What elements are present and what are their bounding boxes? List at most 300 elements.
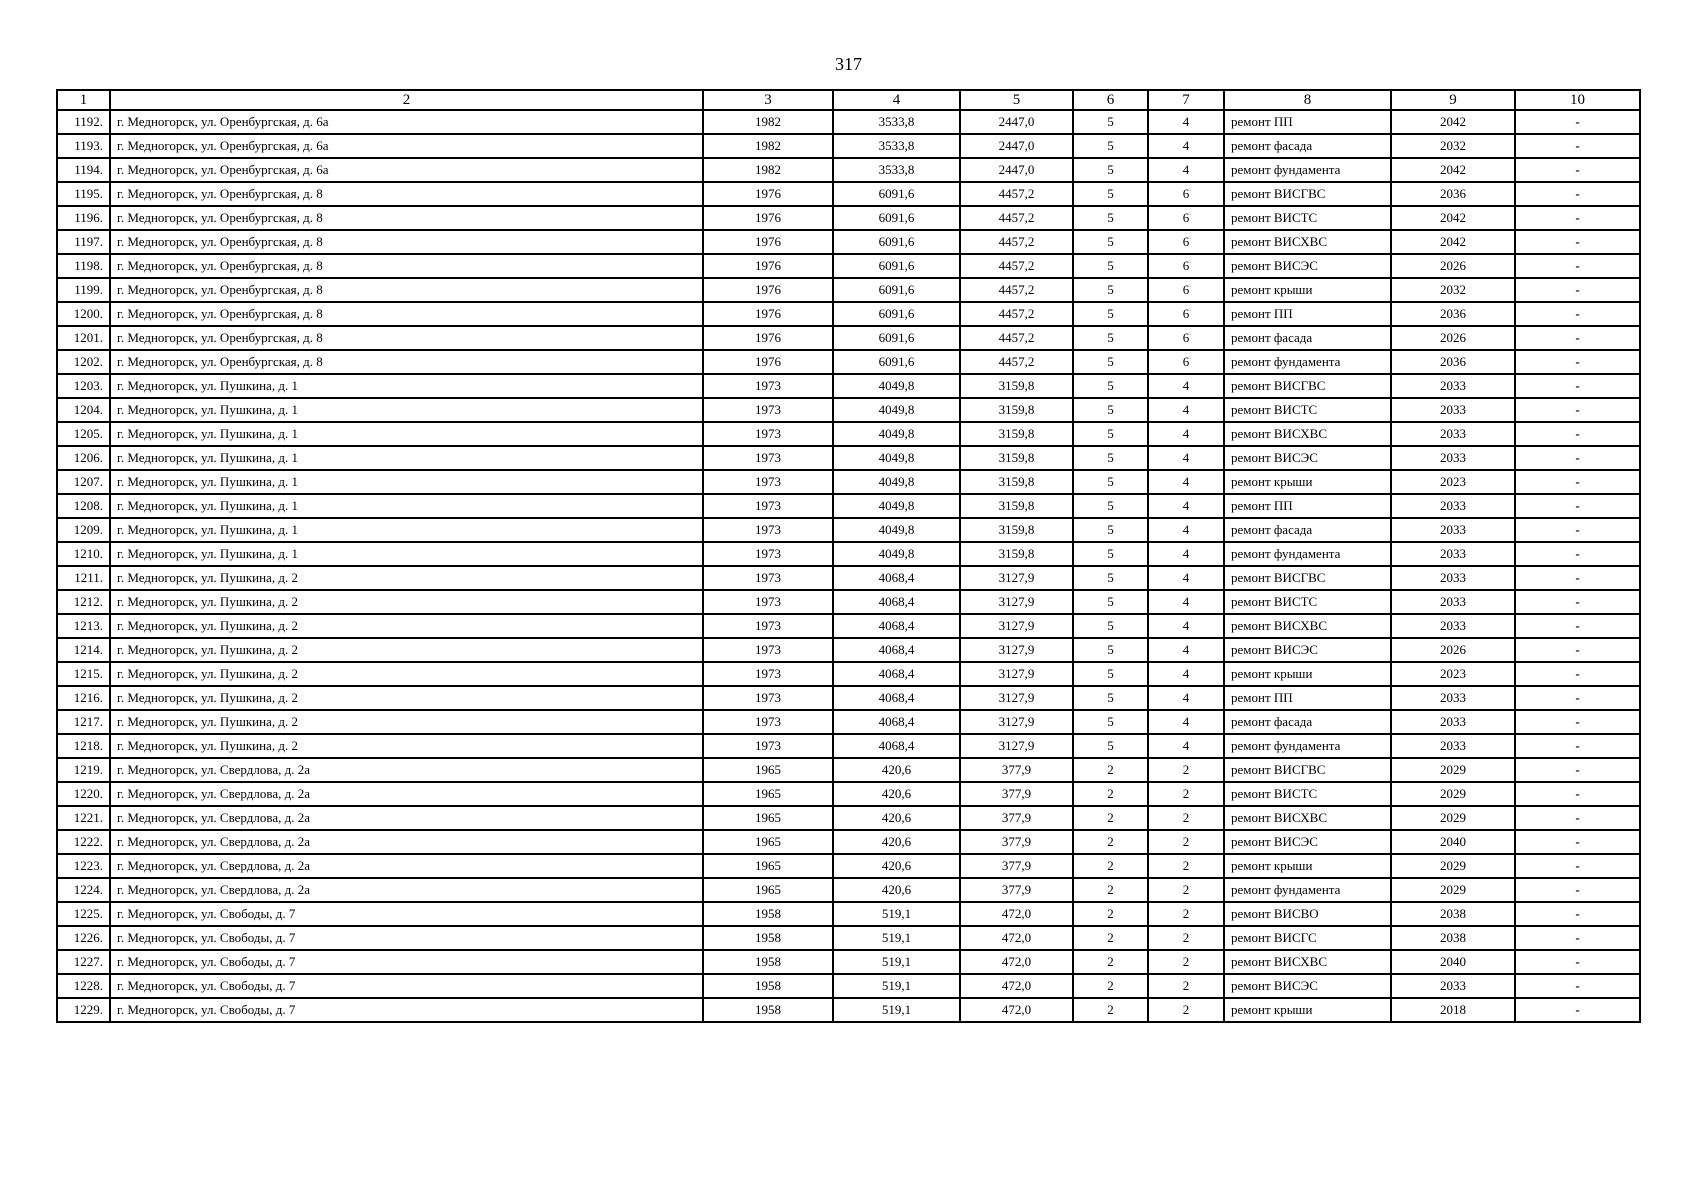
living-area-cell: 377,9 <box>960 806 1073 830</box>
note-cell: - <box>1515 662 1640 686</box>
total-area-cell: 4049,8 <box>833 518 960 542</box>
total-area-cell: 6091,6 <box>833 326 960 350</box>
table-row <box>57 662 1640 686</box>
living-area-cell: 4457,2 <box>960 254 1073 278</box>
row-number-cell: 1228. <box>57 974 110 998</box>
work-type-cell: ремонт ВИСЭС <box>1224 638 1391 662</box>
total-area-cell: 4068,4 <box>833 710 960 734</box>
table-row <box>57 470 1640 494</box>
table-row <box>57 758 1640 782</box>
row-number-cell: 1229. <box>57 998 110 1022</box>
note-cell: - <box>1515 278 1640 302</box>
living-area-cell: 3127,9 <box>960 566 1073 590</box>
entrances-cell: 2 <box>1148 806 1224 830</box>
floors-cell: 5 <box>1073 398 1148 422</box>
address-cell: г. Медногорск, ул. Свердлова, д. 2а <box>110 830 703 854</box>
entrances-cell: 6 <box>1148 350 1224 374</box>
address-cell: г. Медногорск, ул. Свердлова, д. 2а <box>110 758 703 782</box>
floors-cell: 5 <box>1073 446 1148 470</box>
address-cell: г. Медногорск, ул. Пушкина, д. 1 <box>110 542 703 566</box>
total-area-cell: 6091,6 <box>833 278 960 302</box>
living-area-cell: 377,9 <box>960 878 1073 902</box>
total-area-cell: 4049,8 <box>833 542 960 566</box>
row-number-cell: 1192. <box>57 110 110 134</box>
entrances-cell: 6 <box>1148 326 1224 350</box>
year-cell: 1973 <box>703 494 833 518</box>
entrances-cell: 6 <box>1148 206 1224 230</box>
year-cell: 1982 <box>703 134 833 158</box>
column-header: 3 <box>703 90 833 110</box>
total-area-cell: 420,6 <box>833 830 960 854</box>
floors-cell: 5 <box>1073 638 1148 662</box>
address-cell: г. Медногорск, ул. Пушкина, д. 1 <box>110 446 703 470</box>
work-type-cell: ремонт ПП <box>1224 110 1391 134</box>
living-area-cell: 377,9 <box>960 782 1073 806</box>
table-row <box>57 806 1640 830</box>
row-number-cell: 1208. <box>57 494 110 518</box>
total-area-cell: 519,1 <box>833 974 960 998</box>
address-cell: г. Медногорск, ул. Пушкина, д. 2 <box>110 614 703 638</box>
year-cell: 1973 <box>703 542 833 566</box>
living-area-cell: 3159,8 <box>960 542 1073 566</box>
year-cell: 1973 <box>703 566 833 590</box>
entrances-cell: 6 <box>1148 278 1224 302</box>
note-cell: - <box>1515 566 1640 590</box>
living-area-cell: 472,0 <box>960 902 1073 926</box>
entrances-cell: 4 <box>1148 470 1224 494</box>
work-type-cell: ремонт ВИСХВС <box>1224 230 1391 254</box>
entrances-cell: 2 <box>1148 926 1224 950</box>
planned-year-cell: 2033 <box>1391 518 1515 542</box>
year-cell: 1965 <box>703 806 833 830</box>
living-area-cell: 3127,9 <box>960 686 1073 710</box>
row-number-cell: 1225. <box>57 902 110 926</box>
total-area-cell: 6091,6 <box>833 206 960 230</box>
planned-year-cell: 2033 <box>1391 446 1515 470</box>
work-type-cell: ремонт ВИСХВС <box>1224 950 1391 974</box>
address-cell: г. Медногорск, ул. Оренбургская, д. 8 <box>110 254 703 278</box>
floors-cell: 5 <box>1073 326 1148 350</box>
year-cell: 1958 <box>703 950 833 974</box>
planned-year-cell: 2038 <box>1391 926 1515 950</box>
living-area-cell: 2447,0 <box>960 110 1073 134</box>
row-number-cell: 1220. <box>57 782 110 806</box>
work-type-cell: ремонт фундамента <box>1224 734 1391 758</box>
table-row <box>57 302 1640 326</box>
column-number-header-row <box>57 90 1640 110</box>
planned-year-cell: 2026 <box>1391 254 1515 278</box>
work-type-cell: ремонт ВИСВО <box>1224 902 1391 926</box>
living-area-cell: 2447,0 <box>960 134 1073 158</box>
row-number-cell: 1227. <box>57 950 110 974</box>
table-row <box>57 590 1640 614</box>
table-row <box>57 518 1640 542</box>
living-area-cell: 3127,9 <box>960 614 1073 638</box>
address-cell: г. Медногорск, ул. Оренбургская, д. 8 <box>110 278 703 302</box>
floors-cell: 2 <box>1073 830 1148 854</box>
row-number-cell: 1212. <box>57 590 110 614</box>
work-type-cell: ремонт ВИСЭС <box>1224 974 1391 998</box>
row-number-cell: 1199. <box>57 278 110 302</box>
entrances-cell: 4 <box>1148 734 1224 758</box>
table-row <box>57 422 1640 446</box>
planned-year-cell: 2029 <box>1391 806 1515 830</box>
floors-cell: 2 <box>1073 974 1148 998</box>
table-body <box>57 110 1640 1022</box>
total-area-cell: 4049,8 <box>833 494 960 518</box>
floors-cell: 5 <box>1073 566 1148 590</box>
note-cell: - <box>1515 974 1640 998</box>
total-area-cell: 4049,8 <box>833 446 960 470</box>
address-cell: г. Медногорск, ул. Оренбургская, д. 8 <box>110 230 703 254</box>
year-cell: 1976 <box>703 230 833 254</box>
note-cell: - <box>1515 854 1640 878</box>
row-number-cell: 1219. <box>57 758 110 782</box>
work-type-cell: ремонт ПП <box>1224 686 1391 710</box>
row-number-cell: 1224. <box>57 878 110 902</box>
table-row <box>57 734 1640 758</box>
table-row <box>57 158 1640 182</box>
total-area-cell: 4068,4 <box>833 734 960 758</box>
row-number-cell: 1194. <box>57 158 110 182</box>
year-cell: 1973 <box>703 422 833 446</box>
row-number-cell: 1193. <box>57 134 110 158</box>
work-type-cell: ремонт фундамента <box>1224 350 1391 374</box>
work-type-cell: ремонт крыши <box>1224 278 1391 302</box>
note-cell: - <box>1515 470 1640 494</box>
year-cell: 1965 <box>703 830 833 854</box>
floors-cell: 5 <box>1073 734 1148 758</box>
table-row <box>57 950 1640 974</box>
row-number-cell: 1205. <box>57 422 110 446</box>
entrances-cell: 4 <box>1148 686 1224 710</box>
work-type-cell: ремонт ВИСТС <box>1224 206 1391 230</box>
total-area-cell: 4068,4 <box>833 566 960 590</box>
note-cell: - <box>1515 518 1640 542</box>
year-cell: 1965 <box>703 782 833 806</box>
year-cell: 1976 <box>703 254 833 278</box>
row-number-cell: 1198. <box>57 254 110 278</box>
address-cell: г. Медногорск, ул. Свободы, д. 7 <box>110 926 703 950</box>
entrances-cell: 4 <box>1148 110 1224 134</box>
row-number-cell: 1211. <box>57 566 110 590</box>
table-row <box>57 350 1640 374</box>
note-cell: - <box>1515 950 1640 974</box>
planned-year-cell: 2029 <box>1391 878 1515 902</box>
address-cell: г. Медногорск, ул. Свердлова, д. 2а <box>110 878 703 902</box>
row-number-cell: 1206. <box>57 446 110 470</box>
entrances-cell: 4 <box>1148 518 1224 542</box>
floors-cell: 5 <box>1073 134 1148 158</box>
total-area-cell: 6091,6 <box>833 182 960 206</box>
year-cell: 1973 <box>703 518 833 542</box>
note-cell: - <box>1515 302 1640 326</box>
floors-cell: 2 <box>1073 854 1148 878</box>
floors-cell: 2 <box>1073 878 1148 902</box>
living-area-cell: 3127,9 <box>960 710 1073 734</box>
floors-cell: 5 <box>1073 230 1148 254</box>
planned-year-cell: 2026 <box>1391 326 1515 350</box>
planned-year-cell: 2036 <box>1391 182 1515 206</box>
year-cell: 1965 <box>703 854 833 878</box>
planned-year-cell: 2036 <box>1391 302 1515 326</box>
total-area-cell: 6091,6 <box>833 350 960 374</box>
work-type-cell: ремонт ВИСЭС <box>1224 446 1391 470</box>
year-cell: 1973 <box>703 374 833 398</box>
table-row <box>57 878 1640 902</box>
living-area-cell: 377,9 <box>960 854 1073 878</box>
total-area-cell: 4068,4 <box>833 686 960 710</box>
table-row <box>57 230 1640 254</box>
floors-cell: 5 <box>1073 374 1148 398</box>
entrances-cell: 4 <box>1148 638 1224 662</box>
address-cell: г. Медногорск, ул. Свердлова, д. 2а <box>110 782 703 806</box>
address-cell: г. Медногорск, ул. Оренбургская, д. 8 <box>110 182 703 206</box>
row-number-cell: 1207. <box>57 470 110 494</box>
page-number: 317 <box>835 54 862 74</box>
column-header: 5 <box>960 90 1073 110</box>
floors-cell: 2 <box>1073 902 1148 926</box>
total-area-cell: 4068,4 <box>833 614 960 638</box>
column-header: 10 <box>1515 90 1640 110</box>
note-cell: - <box>1515 446 1640 470</box>
note-cell: - <box>1515 806 1640 830</box>
note-cell: - <box>1515 734 1640 758</box>
floors-cell: 5 <box>1073 302 1148 326</box>
living-area-cell: 4457,2 <box>960 326 1073 350</box>
address-cell: г. Медногорск, ул. Пушкина, д. 2 <box>110 590 703 614</box>
table-row <box>57 542 1640 566</box>
total-area-cell: 519,1 <box>833 950 960 974</box>
entrances-cell: 2 <box>1148 782 1224 806</box>
work-type-cell: ремонт фундамента <box>1224 542 1391 566</box>
row-number-cell: 1202. <box>57 350 110 374</box>
total-area-cell: 3533,8 <box>833 110 960 134</box>
address-cell: г. Медногорск, ул. Оренбургская, д. 6а <box>110 158 703 182</box>
work-type-cell: ремонт фасада <box>1224 326 1391 350</box>
planned-year-cell: 2033 <box>1391 566 1515 590</box>
work-type-cell: ремонт ВИСХВС <box>1224 422 1391 446</box>
note-cell: - <box>1515 782 1640 806</box>
work-type-cell: ремонт крыши <box>1224 470 1391 494</box>
note-cell: - <box>1515 134 1640 158</box>
row-number-cell: 1197. <box>57 230 110 254</box>
floors-cell: 5 <box>1073 494 1148 518</box>
entrances-cell: 6 <box>1148 254 1224 278</box>
work-type-cell: ремонт ВИСТС <box>1224 398 1391 422</box>
entrances-cell: 4 <box>1148 422 1224 446</box>
work-type-cell: ремонт крыши <box>1224 998 1391 1022</box>
table-row <box>57 278 1640 302</box>
total-area-cell: 4068,4 <box>833 638 960 662</box>
work-type-cell: ремонт ПП <box>1224 494 1391 518</box>
floors-cell: 5 <box>1073 542 1148 566</box>
note-cell: - <box>1515 878 1640 902</box>
address-cell: г. Медногорск, ул. Оренбургская, д. 6а <box>110 134 703 158</box>
entrances-cell: 2 <box>1148 974 1224 998</box>
entrances-cell: 2 <box>1148 950 1224 974</box>
note-cell: - <box>1515 230 1640 254</box>
address-cell: г. Медногорск, ул. Оренбургская, д. 8 <box>110 302 703 326</box>
entrances-cell: 4 <box>1148 710 1224 734</box>
row-number-cell: 1201. <box>57 326 110 350</box>
floors-cell: 5 <box>1073 158 1148 182</box>
address-cell: г. Медногорск, ул. Свободы, д. 7 <box>110 974 703 998</box>
living-area-cell: 4457,2 <box>960 278 1073 302</box>
living-area-cell: 472,0 <box>960 974 1073 998</box>
row-number-cell: 1223. <box>57 854 110 878</box>
address-cell: г. Медногорск, ул. Свободы, д. 7 <box>110 998 703 1022</box>
total-area-cell: 4068,4 <box>833 662 960 686</box>
floors-cell: 2 <box>1073 806 1148 830</box>
column-header: 9 <box>1391 90 1515 110</box>
work-type-cell: ремонт фасада <box>1224 518 1391 542</box>
address-cell: г. Медногорск, ул. Пушкина, д. 2 <box>110 638 703 662</box>
living-area-cell: 4457,2 <box>960 350 1073 374</box>
planned-year-cell: 2033 <box>1391 542 1515 566</box>
table-row <box>57 926 1640 950</box>
entrances-cell: 2 <box>1148 830 1224 854</box>
total-area-cell: 6091,6 <box>833 302 960 326</box>
work-type-cell: ремонт ВИСГВС <box>1224 566 1391 590</box>
note-cell: - <box>1515 686 1640 710</box>
planned-year-cell: 2018 <box>1391 998 1515 1022</box>
floors-cell: 5 <box>1073 254 1148 278</box>
planned-year-cell: 2032 <box>1391 134 1515 158</box>
year-cell: 1973 <box>703 590 833 614</box>
address-cell: г. Медногорск, ул. Пушкина, д. 1 <box>110 518 703 542</box>
work-type-cell: ремонт ВИСГВС <box>1224 758 1391 782</box>
work-type-cell: ремонт ВИСГВС <box>1224 182 1391 206</box>
table-row <box>57 686 1640 710</box>
entrances-cell: 4 <box>1148 494 1224 518</box>
row-number-cell: 1209. <box>57 518 110 542</box>
column-header: 6 <box>1073 90 1148 110</box>
table-row <box>57 638 1640 662</box>
planned-year-cell: 2032 <box>1391 278 1515 302</box>
column-header: 7 <box>1148 90 1224 110</box>
floors-cell: 2 <box>1073 950 1148 974</box>
work-type-cell: ремонт ВИСГС <box>1224 926 1391 950</box>
work-type-cell: ремонт ВИСГВС <box>1224 374 1391 398</box>
planned-year-cell: 2033 <box>1391 614 1515 638</box>
entrances-cell: 6 <box>1148 182 1224 206</box>
table-row <box>57 206 1640 230</box>
row-number-cell: 1226. <box>57 926 110 950</box>
year-cell: 1965 <box>703 758 833 782</box>
table-row <box>57 998 1640 1022</box>
entrances-cell: 4 <box>1148 158 1224 182</box>
planned-year-cell: 2042 <box>1391 158 1515 182</box>
planned-year-cell: 2038 <box>1391 902 1515 926</box>
year-cell: 1973 <box>703 614 833 638</box>
address-cell: г. Медногорск, ул. Пушкина, д. 2 <box>110 734 703 758</box>
table-row <box>57 614 1640 638</box>
table-row <box>57 494 1640 518</box>
table-row <box>57 134 1640 158</box>
note-cell: - <box>1515 494 1640 518</box>
planned-year-cell: 2033 <box>1391 974 1515 998</box>
note-cell: - <box>1515 998 1640 1022</box>
address-cell: г. Медногорск, ул. Оренбургская, д. 8 <box>110 326 703 350</box>
row-number-cell: 1195. <box>57 182 110 206</box>
table-row <box>57 398 1640 422</box>
living-area-cell: 4457,2 <box>960 230 1073 254</box>
year-cell: 1976 <box>703 302 833 326</box>
year-cell: 1976 <box>703 206 833 230</box>
address-cell: г. Медногорск, ул. Пушкина, д. 2 <box>110 710 703 734</box>
entrances-cell: 4 <box>1148 542 1224 566</box>
floors-cell: 2 <box>1073 926 1148 950</box>
table-row <box>57 830 1640 854</box>
table-row <box>57 326 1640 350</box>
address-cell: г. Медногорск, ул. Свободы, д. 7 <box>110 950 703 974</box>
note-cell: - <box>1515 758 1640 782</box>
note-cell: - <box>1515 326 1640 350</box>
planned-year-cell: 2036 <box>1391 350 1515 374</box>
row-number-cell: 1200. <box>57 302 110 326</box>
year-cell: 1973 <box>703 470 833 494</box>
planned-year-cell: 2033 <box>1391 590 1515 614</box>
total-area-cell: 420,6 <box>833 878 960 902</box>
planned-year-cell: 2033 <box>1391 374 1515 398</box>
total-area-cell: 519,1 <box>833 998 960 1022</box>
note-cell: - <box>1515 350 1640 374</box>
table-row <box>57 254 1640 278</box>
work-type-cell: ремонт ПП <box>1224 302 1391 326</box>
work-type-cell: ремонт фасада <box>1224 134 1391 158</box>
floors-cell: 2 <box>1073 998 1148 1022</box>
living-area-cell: 2447,0 <box>960 158 1073 182</box>
floors-cell: 5 <box>1073 422 1148 446</box>
address-cell: г. Медногорск, ул. Оренбургская, д. 8 <box>110 206 703 230</box>
note-cell: - <box>1515 926 1640 950</box>
planned-year-cell: 2033 <box>1391 734 1515 758</box>
note-cell: - <box>1515 398 1640 422</box>
total-area-cell: 4049,8 <box>833 374 960 398</box>
note-cell: - <box>1515 254 1640 278</box>
total-area-cell: 3533,8 <box>833 134 960 158</box>
table-row <box>57 566 1640 590</box>
entrances-cell: 4 <box>1148 590 1224 614</box>
total-area-cell: 4068,4 <box>833 590 960 614</box>
planned-year-cell: 2033 <box>1391 422 1515 446</box>
work-type-cell: ремонт ВИСТС <box>1224 782 1391 806</box>
entrances-cell: 4 <box>1148 134 1224 158</box>
table-row <box>57 374 1640 398</box>
address-cell: г. Медногорск, ул. Пушкина, д. 2 <box>110 566 703 590</box>
note-cell: - <box>1515 182 1640 206</box>
total-area-cell: 4049,8 <box>833 422 960 446</box>
entrances-cell: 4 <box>1148 398 1224 422</box>
note-cell: - <box>1515 830 1640 854</box>
planned-year-cell: 2033 <box>1391 710 1515 734</box>
work-type-cell: ремонт крыши <box>1224 662 1391 686</box>
living-area-cell: 4457,2 <box>960 182 1073 206</box>
entrances-cell: 4 <box>1148 566 1224 590</box>
entrances-cell: 4 <box>1148 614 1224 638</box>
note-cell: - <box>1515 614 1640 638</box>
table-row <box>57 446 1640 470</box>
work-type-cell: ремонт фундамента <box>1224 158 1391 182</box>
address-cell: г. Медногорск, ул. Оренбургская, д. 8 <box>110 350 703 374</box>
row-number-cell: 1214. <box>57 638 110 662</box>
year-cell: 1982 <box>703 110 833 134</box>
row-number-cell: 1222. <box>57 830 110 854</box>
total-area-cell: 6091,6 <box>833 254 960 278</box>
work-type-cell: ремонт фундамента <box>1224 878 1391 902</box>
floors-cell: 5 <box>1073 278 1148 302</box>
